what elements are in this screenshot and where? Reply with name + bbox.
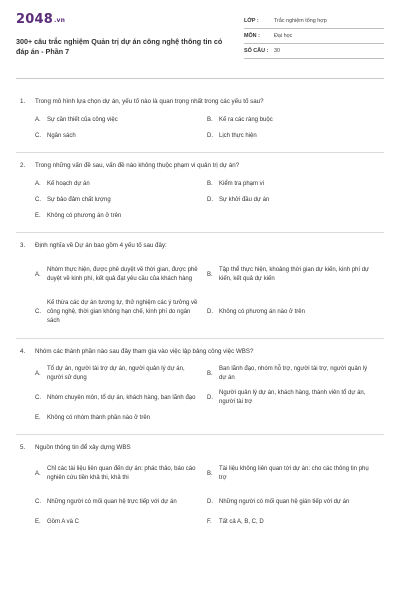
question-number: 3. (20, 242, 26, 249)
option-d[interactable] (207, 498, 379, 507)
option-text: Tổ dự án, người tài trợ dự án, người quản lý dự án, người sử dụng (47, 366, 185, 381)
question-2 (16, 153, 384, 224)
question-3 (16, 233, 384, 330)
option-letter: B. (207, 470, 213, 477)
option-b[interactable] (207, 180, 379, 189)
option-a[interactable] (35, 116, 207, 125)
option-c[interactable] (35, 299, 207, 326)
question-list (16, 89, 384, 530)
question-prompt: Nguồn thông tin để xây dựng WBS (35, 444, 131, 451)
question-prompt: Nhóm các thành phần nào sau đây tham gia vào việc lập bảng công việc WBS? (35, 348, 254, 355)
option-a[interactable] (35, 266, 207, 284)
question-5 (16, 435, 384, 530)
option-row (35, 208, 384, 224)
option-b[interactable] (207, 365, 379, 383)
question-4 (16, 339, 384, 426)
question-text (16, 95, 384, 106)
option-text: Sự khởi đầu dự án (219, 196, 270, 203)
option-letter: B. (207, 116, 213, 123)
option-c[interactable] (35, 196, 207, 205)
option-text: Chỉ các tài liệu liên quan đến dự án: phác thảo, báo cáo nghiên cứu tiền khả thi, khả thi (47, 466, 196, 481)
info-value: 30 (274, 48, 280, 54)
option-e[interactable] (35, 212, 379, 221)
question-text (16, 239, 384, 250)
option-row (35, 112, 384, 128)
option-letter: B. (207, 180, 213, 187)
options (16, 362, 384, 426)
document-title: 300+ câu trắc nghiệm Quản trị dự án công nghệ thông tin có đáp án - Phần 7 (16, 37, 223, 56)
header-left (16, 12, 234, 56)
option-letter: D. (207, 132, 213, 139)
option-text: Sự bảo đảm chất lượng (47, 196, 111, 203)
option-text: Nhóm chuyên môn, tổ dự án, khách hàng, ban lãnh đạo (47, 394, 196, 401)
option-text: Sự cần thiết của công việc (47, 116, 118, 123)
header-divider (16, 78, 384, 79)
info-value: Trắc nghiệm tổng hợp (274, 18, 327, 24)
info-row-count (244, 44, 384, 59)
question-prompt: Trong mô hình lựa chọn dự án, yếu tố nào là quan trọng nhất trong các yếu tố sau? (35, 98, 264, 105)
option-c[interactable] (35, 394, 207, 403)
question-text (16, 345, 384, 356)
option-text: Không có phương án nào ở trên (219, 308, 305, 315)
question-number: 4. (20, 348, 26, 355)
option-row (35, 256, 384, 294)
header (16, 12, 384, 70)
option-e[interactable] (35, 414, 379, 423)
site-logo[interactable] (16, 12, 234, 29)
option-c[interactable] (35, 498, 207, 507)
option-letter: D. (207, 498, 213, 505)
question-number: 2. (20, 162, 26, 169)
question-prompt: Định nghĩa về Dự án bao gồm 4 yếu tố sau đây: (35, 242, 167, 249)
option-d[interactable] (207, 389, 379, 407)
option-letter: B. (207, 271, 213, 278)
option-a[interactable] (35, 465, 207, 483)
option-letter: C. (35, 308, 41, 315)
option-text: Không có phương án ở trên (47, 212, 122, 219)
option-letter: F. (207, 518, 212, 525)
option-text: Kế hoạch dự án (47, 180, 90, 187)
option-row (35, 128, 384, 144)
option-d[interactable] (207, 132, 379, 141)
option-row (35, 362, 384, 386)
option-text: Kế thừa các dự án tương tự, thử nghiệm các ý tưởng về công nghệ, thời gian không hạn chế, kinh phí do ngân sách (47, 299, 198, 324)
option-letter: A. (35, 180, 41, 187)
option-letter: E. (35, 518, 41, 525)
info-value: Đại học (274, 33, 293, 39)
option-b[interactable] (207, 266, 379, 284)
option-text: Gồm A và C (47, 518, 80, 525)
option-row (35, 410, 384, 426)
option-text: Lịch thực hiện (219, 132, 257, 139)
options (16, 256, 384, 330)
question-1 (16, 89, 384, 144)
option-text: Những người có mối quan hệ gián tiếp với dự án (219, 498, 350, 505)
options (16, 176, 384, 224)
info-label: MÔN : (244, 33, 260, 39)
option-text: Người quản lý dự án, khách hàng, thành viên tổ dự án, người tài trợ (219, 390, 366, 405)
option-text: Ban lãnh đạo, nhóm hỗ trợ, người tài trợ, người quản lý dự án (219, 366, 368, 381)
option-c[interactable] (35, 132, 207, 141)
option-text: Tất cả A, B, C, D (219, 518, 264, 525)
option-letter: E. (35, 212, 41, 219)
option-e[interactable] (35, 518, 207, 527)
option-letter: C. (35, 498, 41, 505)
option-row (35, 514, 384, 530)
option-letter: B. (207, 370, 213, 377)
option-text: Nhóm thực hiện, được phê duyệt về thời gian, được phê duyệt về kinh phí, kết quả đạt yêu cầu của khách hàng (47, 267, 198, 282)
option-letter: A. (35, 470, 41, 477)
option-f[interactable] (207, 518, 379, 527)
option-letter: C. (35, 196, 41, 203)
option-text: Kiểm tra phạm vi (219, 180, 265, 187)
option-b[interactable] (207, 465, 379, 483)
option-d[interactable] (207, 308, 379, 317)
option-letter: A. (35, 370, 41, 377)
option-text: Kế ra các ràng buộc (219, 116, 273, 123)
question-text (16, 159, 384, 170)
option-text: Những người có mối quan hệ trực tiếp với dự án (47, 498, 177, 505)
info-row-class (244, 14, 384, 29)
option-letter: E. (35, 414, 41, 421)
option-row (35, 192, 384, 208)
info-label: SỐ CÂU : (244, 48, 269, 54)
option-row (35, 490, 384, 514)
option-row (35, 458, 384, 490)
option-letter: C. (35, 394, 41, 401)
info-row-subject (244, 29, 384, 44)
logo-suffix: .vn (53, 17, 66, 24)
option-text: Tài liệu không liên quan tới dự án: cho các thông tin phụ trợ (219, 466, 369, 481)
option-a[interactable] (35, 180, 207, 189)
option-text: Tập thể thực hiện, khoảng thời gian dự kiến, kinh phí dự kiến, kết quả dự kiến (219, 267, 370, 282)
question-number: 1. (20, 98, 26, 105)
options (16, 112, 384, 144)
logo-main: 2048 (16, 12, 53, 27)
question-number: 5. (20, 444, 26, 451)
option-letter: D. (207, 394, 213, 401)
option-d[interactable] (207, 196, 379, 205)
option-row (35, 294, 384, 330)
question-prompt: Trong những vấn đề sau, vấn đề nào không thuộc phạm vi quản trị dự án? (35, 162, 240, 169)
option-letter: C. (35, 132, 41, 139)
option-a[interactable] (35, 365, 207, 383)
info-table (244, 14, 384, 59)
option-text: Không có nhóm thành phần nào ở trên (47, 414, 151, 421)
option-row (35, 176, 384, 192)
option-row (35, 386, 384, 410)
option-letter: D. (207, 196, 213, 203)
option-text: Ngân sách (47, 132, 76, 139)
option-b[interactable] (207, 116, 379, 125)
options (16, 458, 384, 530)
option-letter: A. (35, 116, 41, 123)
option-letter: A. (35, 271, 41, 278)
info-label: LỚP : (244, 18, 259, 24)
option-letter: D. (207, 308, 213, 315)
question-text (16, 441, 384, 452)
